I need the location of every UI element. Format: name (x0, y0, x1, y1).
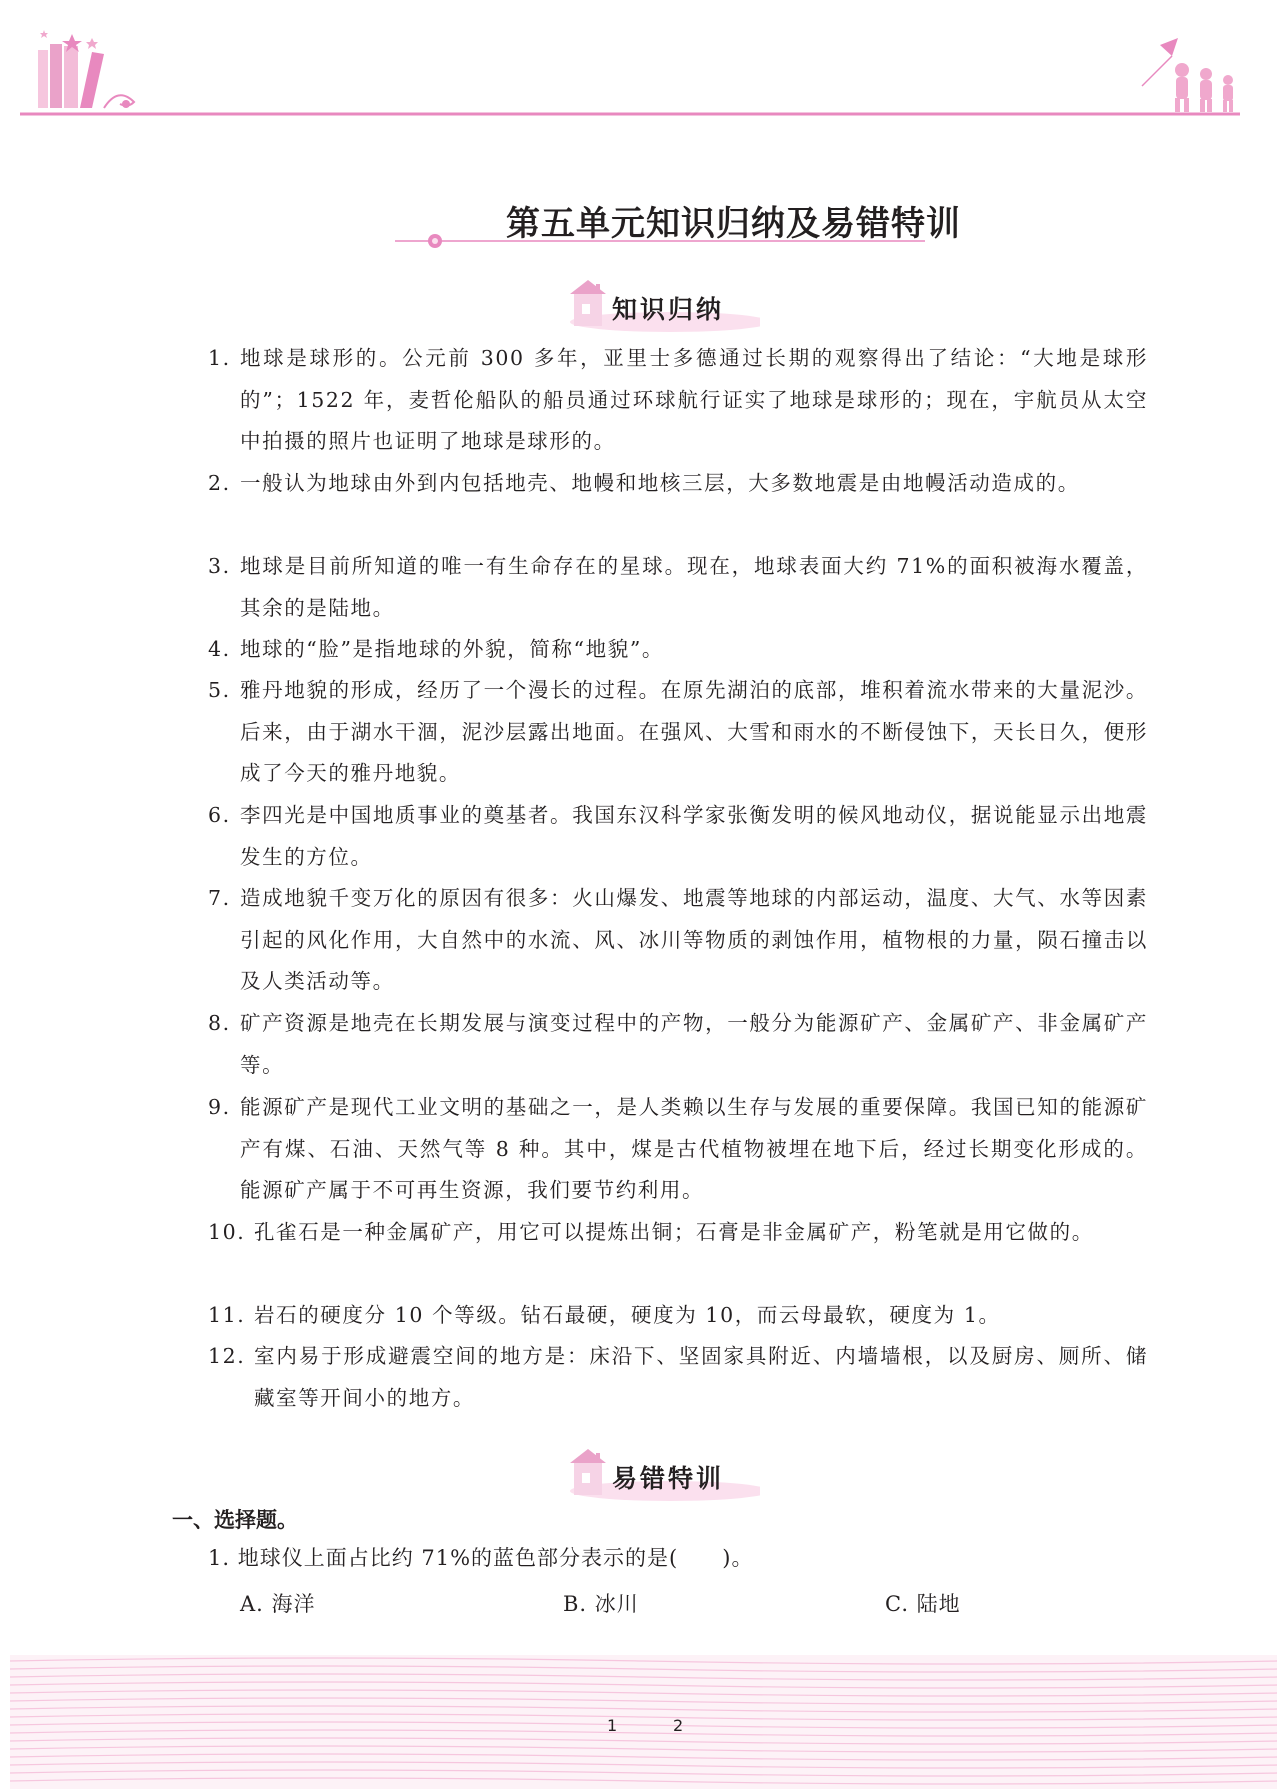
page-title: 第五单元知识归纳及易错特训 (506, 204, 961, 244)
item-text: 地球的“脸”是指地球的外貌，简称“地貌”。 (240, 637, 665, 661)
list-item (208, 878, 1148, 1003)
list-item (208, 795, 1148, 878)
item-number: 1. (208, 346, 231, 370)
list-item (208, 546, 1148, 629)
list-item (208, 1087, 1148, 1212)
item-text: 造成地貌千变万化的原因有很多：火山爆发、地震等地球的内部运动，温度、大气、水等因素引起的风化作用，大自然中的水流、风、冰川等物质的剥蚀作用，植物根的力量，陨石撞击以及人类活动等。 (240, 886, 1148, 993)
children-kite-icon (1142, 38, 1233, 112)
option-a: A. 海洋 (240, 1592, 316, 1616)
item-number: 10. (208, 1220, 246, 1244)
option-b: B. 冰川 (563, 1592, 639, 1616)
item-text: 孔雀石是一种金属矿产，用它可以提炼出铜；石膏是非金属矿产，粉笔就是用它做的。 (254, 1220, 1094, 1244)
item-text: 岩石的硬度分 10 个等级。钻石最硬，硬度为 10，而云母最软，硬度为 1。 (254, 1303, 1001, 1327)
list-item (208, 463, 1148, 505)
item-number: 7. (208, 886, 231, 910)
item-text: 能源矿产是现代工业文明的基础之一，是人类赖以生存与发展的重要保障。我国已知的能源矿产有煤、石油、天然气等 8 种。其中，煤是古代植物被埋在地下后，经过长期变化形成的。能源矿产属于不可再生资源，我们要节约利用。 (240, 1095, 1148, 1202)
item-text: 矿产资源是地壳在长期发展与演变过程中的产物，一般分为能源矿产、金属矿产、非金属矿产等。 (240, 1011, 1148, 1077)
list-item (208, 670, 1148, 795)
item-number: 9. (208, 1095, 231, 1119)
list-item (208, 1336, 1148, 1419)
footer-wave-pattern (10, 1655, 1277, 1789)
page-number-right: 2 (673, 1716, 684, 1735)
question-text: 1. 地球仪上面占比约 71%的蓝色部分表示的是( )。 (208, 1546, 754, 1570)
list-item (208, 1003, 1148, 1086)
item-number: 2. (208, 471, 231, 495)
item-number: 3. (208, 554, 231, 578)
item-text: 李四光是中国地质事业的奠基者。我国东汉科学家张衡发明的候风地动仪，据说能显示出地震发生的方位。 (240, 803, 1148, 869)
section-header-practice (560, 1447, 760, 1507)
section-label-knowledge: 知识归纳 (612, 295, 725, 324)
option-c: C. 陆地 (885, 1592, 961, 1616)
item-number: 4. (208, 637, 231, 661)
section-header-knowledge (560, 278, 760, 338)
list-item (208, 629, 1148, 671)
exercise-section-label: 一、选择题。 (172, 1508, 298, 1532)
list-item (208, 338, 1148, 463)
item-text: 室内易于形成避震空间的地方是：床沿下、坚固家具附近、内墙墙根，以及厨房、厕所、储藏室等开间小的地方。 (254, 1344, 1148, 1410)
item-text: 雅丹地貌的形成，经历了一个漫长的过程。在原先湖泊的底部，堆积着流水带来的大量泥沙。后来，由于湖水干涸，泥沙层露出地面。在强风、大雪和雨水的不断侵蚀下，天长日久，便形成了今天的雅丹地貌。 (240, 678, 1148, 785)
item-number: 8. (208, 1011, 231, 1035)
item-number: 11. (208, 1303, 246, 1327)
item-number: 5. (208, 678, 231, 702)
title-underline (395, 232, 925, 250)
books-logo-icon (38, 30, 134, 108)
item-text: 地球是目前所知道的唯一有生命存在的星球。现在，地球表面大约 71%的面积被海水覆盖，其余的是陆地。 (240, 554, 1148, 620)
item-text: 一般认为地球由外到内包括地壳、地幔和地核三层，大多数地震是由地幔活动造成的。 (240, 471, 1080, 495)
header-decoration (0, 0, 1287, 130)
item-text: 地球是球形的。公元前 300 多年，亚里士多德通过长期的观察得出了结论：“大地是球形的”；1522 年，麦哲伦船队的船员通过环球航行证实了地球是球形的；现在，宇航员从太空中拍摄的照片也证明了地球是球形的。 (240, 346, 1148, 453)
list-item (208, 1295, 1148, 1337)
item-number: 6. (208, 803, 231, 827)
item-number: 12. (208, 1344, 246, 1368)
list-item (208, 1212, 1148, 1254)
section-label-practice: 易错特训 (612, 1464, 725, 1493)
page-number-left: 1 (607, 1716, 618, 1735)
